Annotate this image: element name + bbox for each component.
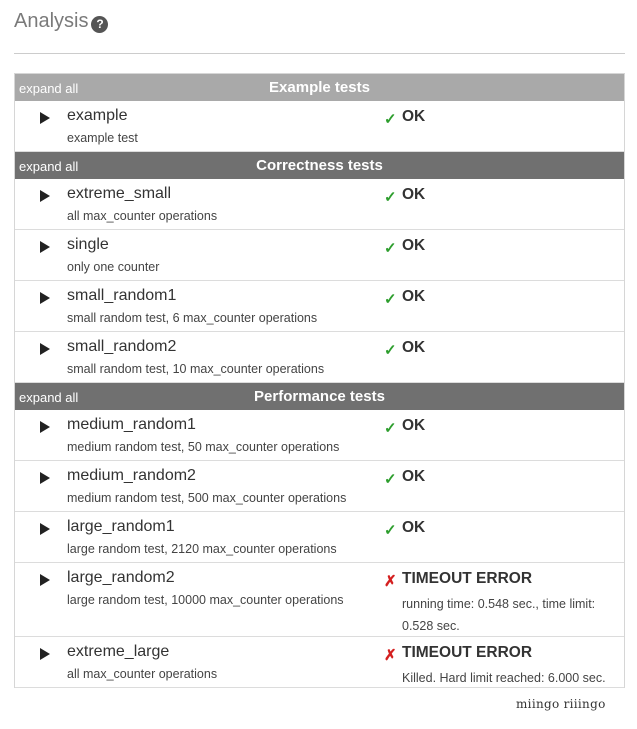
footer-logo: miingo riiingo: [516, 697, 606, 711]
test-name: medium_random2: [67, 467, 196, 484]
test-row[interactable]: [15, 281, 624, 332]
test-description: medium random test, 50 max_counter operations: [67, 440, 340, 454]
test-status: TIMEOUT ERROR: [402, 570, 533, 587]
test-row[interactable]: [15, 461, 624, 512]
check-icon: ✓: [384, 342, 397, 359]
test-status: OK: [402, 186, 426, 203]
check-icon: ✓: [384, 420, 397, 437]
test-status: OK: [402, 519, 426, 536]
group-title: Correctness tests: [256, 157, 383, 174]
expand-arrow-icon[interactable]: [40, 112, 50, 124]
expand-arrow-icon[interactable]: [40, 190, 50, 202]
test-name: extreme_small: [67, 185, 172, 202]
cross-icon: ✗: [384, 647, 397, 664]
test-row[interactable]: [15, 179, 624, 230]
page-title: Analysis: [14, 10, 89, 32]
expand-arrow-icon[interactable]: [40, 421, 50, 433]
test-name: extreme_large: [67, 643, 170, 660]
test-status: OK: [402, 468, 426, 485]
check-icon: ✓: [384, 522, 397, 539]
test-description: medium random test, 500 max_counter operations: [67, 491, 347, 505]
test-description: small random test, 6 max_counter operations: [67, 311, 318, 325]
test-status: OK: [402, 237, 426, 254]
group-title: Performance tests: [254, 388, 385, 405]
group-header-correctness-tests: [15, 152, 624, 179]
test-status: TIMEOUT ERROR: [402, 644, 533, 661]
test-description: all max_counter operations: [67, 667, 218, 681]
test-row[interactable]: [15, 332, 624, 383]
test-results-table: [14, 73, 625, 688]
expand-all-link[interactable]: expand all: [19, 390, 79, 405]
expand-all-link[interactable]: expand all: [19, 81, 79, 96]
expand-arrow-icon[interactable]: [40, 523, 50, 535]
check-icon: ✓: [384, 189, 397, 206]
test-name: example: [67, 107, 128, 124]
expand-arrow-icon[interactable]: [40, 472, 50, 484]
test-row[interactable]: [15, 637, 624, 688]
test-name: single: [67, 236, 109, 253]
test-row[interactable]: [15, 230, 624, 281]
test-status: OK: [402, 417, 426, 434]
test-status: OK: [402, 339, 426, 356]
test-description: example test: [67, 131, 138, 145]
test-name: medium_random1: [67, 416, 196, 433]
help-icon[interactable]: ?: [91, 16, 108, 33]
test-description: only one counter: [67, 260, 160, 274]
check-icon: ✓: [384, 240, 397, 257]
test-description: large random test, 2120 max_counter operations: [67, 542, 337, 556]
expand-arrow-icon[interactable]: [40, 648, 50, 660]
test-row[interactable]: [15, 410, 624, 461]
expand-arrow-icon[interactable]: [40, 241, 50, 253]
expand-all-link[interactable]: expand all: [19, 159, 79, 174]
status-detail: running time: 0.548 sec., time limit: 0.528 sec.: [402, 597, 596, 633]
check-icon: ✓: [384, 471, 397, 488]
test-description: small random test, 10 max_counter operations: [67, 362, 325, 376]
check-icon: ✓: [384, 111, 397, 128]
test-name: small_random1: [67, 287, 177, 304]
status-detail: Killed. Hard limit reached: 6.000 sec.: [402, 671, 606, 685]
expand-arrow-icon[interactable]: [40, 292, 50, 304]
test-name: large_random2: [67, 569, 175, 586]
test-status: OK: [402, 108, 426, 125]
check-icon: ✓: [384, 291, 397, 308]
test-name: large_random1: [67, 518, 175, 535]
group-header-performance-tests: [15, 383, 624, 410]
test-description: all max_counter operations: [67, 209, 218, 223]
group-header-example-tests: [15, 74, 624, 101]
test-row[interactable]: [15, 512, 624, 563]
test-status: OK: [402, 288, 426, 305]
expand-arrow-icon[interactable]: [40, 574, 50, 586]
expand-arrow-icon[interactable]: [40, 343, 50, 355]
test-row[interactable]: [15, 563, 624, 637]
cross-icon: ✗: [384, 573, 397, 590]
analysis-header: [14, 10, 108, 33]
header-divider: [14, 53, 625, 54]
test-row[interactable]: [15, 101, 624, 152]
group-title: Example tests: [269, 79, 370, 96]
test-description: large random test, 10000 max_counter operations: [67, 593, 344, 607]
test-name: small_random2: [67, 338, 177, 355]
